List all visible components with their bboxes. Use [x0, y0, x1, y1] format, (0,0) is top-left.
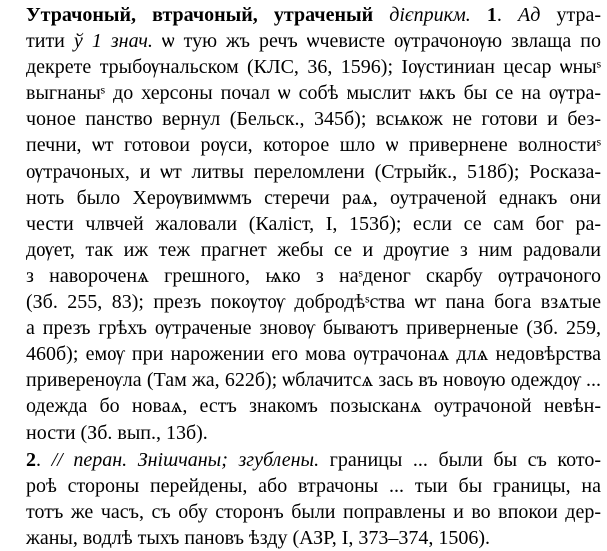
entry-text-segment: .	[496, 4, 518, 26]
entry-line	[4, 28, 601, 54]
entry-line	[4, 106, 601, 132]
sense-2-text-segment: тотъ же часъ, съ обу сторонъ были поправлены и во впокои дер-	[26, 500, 601, 523]
entry-text-segment: 1	[486, 4, 497, 26]
entry-text-segment: выгнаныˢ до херсоны почал ѡ собѣ мыслит ѩкъ бы се на ѹтра-	[26, 82, 601, 105]
entry-line	[4, 211, 601, 237]
entry-text-segment: тити	[26, 30, 74, 53]
entry-text-segment: (Зб. 255, 83); презъ покѹтѹ добродѣˢства ѡт пана бога взѧтые	[26, 291, 601, 314]
entry-line	[4, 393, 601, 419]
entry-text-segment: печни, ѡт готовои рѹси, которое шло ѡ привернене волностиˢ	[26, 134, 601, 157]
sense-2-text-segment: роѣ стороны перейдены, або втрачоны ... тыи бы границы, на	[26, 474, 601, 497]
entry-text-segment: утра-	[540, 4, 601, 26]
entry-line	[4, 420, 601, 446]
sense-2-text-segment: 2	[26, 448, 36, 471]
entry-text-segment: декрете трыбѹнальском (КЛС, 36, 1596); Іѹстиниан цесар ѡныˢ	[26, 56, 601, 79]
sense-2-line	[4, 525, 601, 551]
entry-text-segment: з навороченѧ грешного, ѩко з наˢденог скарбу ѹтрачоного	[26, 264, 601, 287]
entry-text-segment: приверенѹла (Там жа, 622б); ѡблачитсѧ зась въ новѹю одеждѹ ...	[26, 369, 601, 392]
entry-text-segment: ности (Зб. вып., 13б).	[26, 421, 208, 444]
entry-text-segment: чести члвчей жаловали (Каліст, І, 153б); если се сам бог ра-	[26, 212, 601, 235]
entry-line	[4, 367, 601, 393]
entry-line	[4, 263, 601, 289]
entry-text-segment: ѹтрачоных, и ѡт литвы переломлени (Стрыйк., 518б); Росказа-	[26, 160, 601, 183]
entry-text-segment: Ад	[518, 4, 541, 26]
entry-paragraph	[4, 2, 601, 446]
entry-text-segment: дієприкм.	[389, 4, 471, 26]
entry-text-segment: одежда бо новаѧ, естъ знакомъ позысканѧ оутрачоной невѣн-	[26, 395, 601, 418]
sense-2-text-segment: жаны, водлѣ тыхъ пановъ ѣзду (АЗР, І, 373–374, 1506).	[26, 526, 491, 549]
entry-line	[4, 159, 601, 185]
sense-2-line	[4, 473, 601, 499]
entry-line	[4, 132, 601, 158]
sense-2-text-segment: // перан. Знішчаны; згублены.	[51, 448, 320, 471]
entry-text-segment	[373, 4, 389, 26]
entry-text-segment: ноть было Херѹвимѡмъ стеречи раѧ, оутраченой еднакъ они	[26, 186, 601, 209]
entry-line	[4, 237, 601, 263]
entry-line	[4, 341, 601, 367]
sense-2-line	[4, 447, 601, 473]
entry-line	[4, 80, 601, 106]
entry-line	[4, 2, 601, 28]
entry-text-segment: а презъ грѣхъ ѹтраченые зновѹ бываютъ привернeныe (Зб. 259,	[26, 317, 601, 340]
entry-text-segment	[471, 4, 487, 26]
sense-2-text-segment: границы ... были бы съ кото-	[319, 448, 601, 471]
entry-line	[4, 185, 601, 211]
entry-text-segment: Утрачоный, втрачоный, утраченый	[26, 4, 374, 26]
entry-text-segment: чоное панство вернул (Бельск., 345б); всѩкож не готови и без-	[26, 108, 601, 131]
entry-text-segment: дѹет, так иж теж прагнет жебы се и дрѹгие з ним радовали	[26, 238, 601, 261]
sense-2-paragraph	[4, 447, 601, 551]
entry-text-segment: ѡ тую жъ речъ ѡчевисте ѹтрачонѹю звлаща по	[152, 30, 601, 53]
entry-line	[4, 54, 601, 80]
entry-text-segment: 460б); емѹ при нарожении его мова ѹтрачонаѧ длѧ недовѣрства	[26, 343, 601, 366]
sense-2-line	[4, 499, 601, 525]
entry-line	[4, 289, 601, 315]
entry-text-segment: ў 1 знач.	[73, 30, 153, 53]
entry-line	[4, 315, 601, 341]
sense-2-text-segment: .	[36, 448, 52, 471]
